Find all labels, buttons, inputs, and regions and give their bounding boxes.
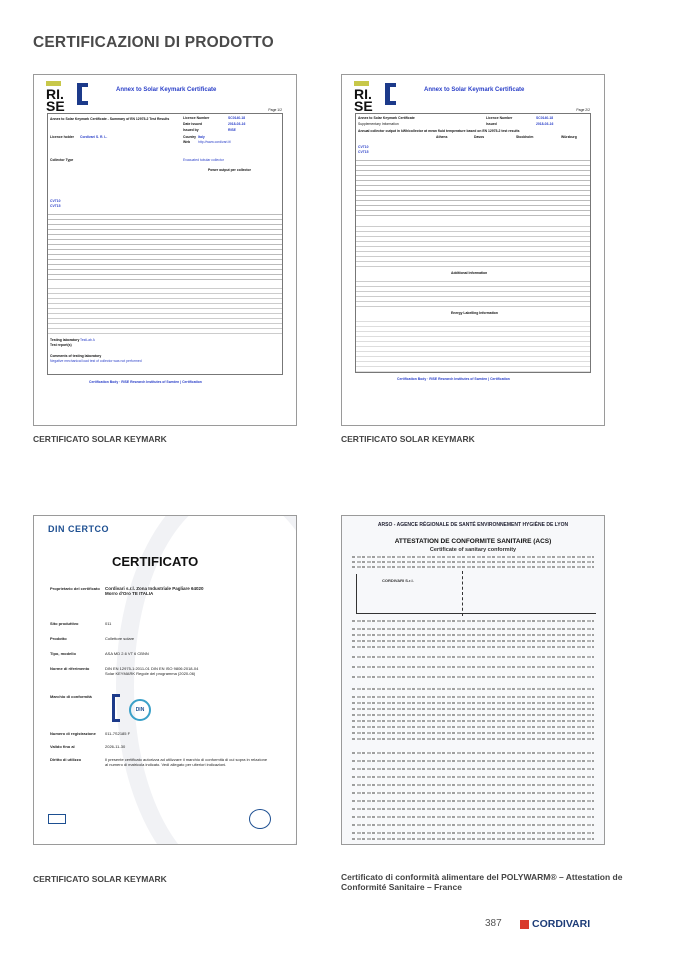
field-value: 011 [105,621,112,626]
page-title: CERTIFICAZIONI DI PRODOTTO [33,34,274,51]
location: Davos [474,135,485,139]
additional-info-label: Additional Information [451,271,488,275]
collector-name: CVT15 [50,204,61,208]
web-label: Web [183,140,191,144]
collector-name: CVT15 [358,150,369,154]
collector-type-label: Collector Type [50,158,74,162]
field-label: Prodotto [50,636,67,641]
text-line [352,702,594,704]
web: http://www.cordivari.it/ [198,140,231,144]
field-label: Proprietario del certificato [50,586,100,591]
comments-label: Comments of testing laboratory [50,354,102,358]
text-line [352,752,594,754]
certificate-heading: Annex to Solar Keymark Certificate [116,87,217,93]
text-line [352,634,594,636]
text-line [352,808,594,810]
text-line [352,696,594,698]
text-line [352,776,594,778]
field-value: Cordivari s.r.l. Zona Industriale Pagliare 64020 Morro d'Oro TE ITALIA [105,586,204,596]
text-line [352,620,594,622]
holder: CORDIVARI S.r.l. [382,578,414,583]
solar-keymark-certificate-page-2 [341,74,605,426]
location: Athens [436,135,448,139]
solar-keymark-certificate-page-1 [33,74,297,426]
certificate-heading: CERTIFICATO [112,554,199,569]
text-line [352,784,594,786]
licence-label: Licence Number [486,116,513,120]
text-line [352,640,594,642]
text-line [352,838,594,840]
country: Italy [198,135,205,139]
licence-number: SC0140-18 [228,116,246,120]
agency-title: ARSO - AGENCE RÉGIONALE DE SANTÉ ENVIRONNEMENT HYGIÈNE DE LYON [377,522,569,528]
page-label: Page 2/2 [576,108,590,112]
holder-label: Licence holder [50,135,74,139]
keymark-icon [77,83,88,105]
cordivari-logo [520,918,590,930]
text-line [352,566,594,568]
location: Stockholm [516,135,534,139]
certificate-heading: ATTESTATION DE CONFORMITE SANITAIRE (ACS) [394,538,552,545]
energy-labelling-label: Energy Labelling Information [451,311,498,315]
text-line [352,832,594,834]
rise-logo: RI. SE [46,81,65,112]
date-issued: 2018-03-16 [228,122,246,126]
issued-by: RISE [228,128,236,132]
text-line [352,676,594,678]
keymark-icon [385,83,396,105]
text-line [352,556,594,558]
power-output-label: Power output per collector [208,168,251,172]
cordivari-logo-icon [520,920,529,929]
text-line [352,561,594,563]
text-line [352,760,594,762]
acs-certificate [341,515,605,845]
text-line [352,714,594,716]
country-label: Country [183,135,196,139]
field-label: Numero di registrazione [50,731,96,736]
text-line [352,708,594,710]
text-line [352,738,594,740]
text-line [352,688,594,690]
issued-date: 2018-03-16 [536,122,554,126]
certificate-subheading: Certificate of sanitary conformity [429,547,517,553]
text-line [352,726,594,728]
collector-name: CVT10 [50,199,61,203]
text-line [352,768,594,770]
licence-number: SC0140-18 [536,116,554,120]
caption: Certificato di conformità alimentare del POLYWARM® – Attestation de Conformité Sanitaire – France [341,872,623,892]
collector-name: CVT10 [358,145,369,149]
text-line [352,732,594,734]
annual-output-label: Annual collector output in kWh/collector at mean fluid temperature based on EN 12975-2 test results [358,129,520,133]
supplementary-title: Supplementary Information [358,122,399,126]
comment: Negative mechanical load test of collector was not performed [50,359,142,363]
field-label: Marchio di conformità [50,694,92,699]
text-line [352,824,594,826]
dincertco-certificate [33,515,297,845]
caption: CERTIFICATO SOLAR KEYMARK [341,434,475,444]
certification-footer: Certification Body · RISE Research Institutes of Sweden | Certification [397,377,510,381]
collector-type: Evacuated tubular collector [183,158,224,162]
issued-label: Issued by [183,128,199,132]
summary-title: Annex to Solar Keymark Certificate - Summary of EN 12975-2 Test Results [50,117,170,121]
brand-name: CORDIVARI [532,918,591,930]
testing-lab-label: Testing laboratory [50,338,80,342]
report-label: Test report(s) [50,343,72,347]
location: Würzburg [561,135,577,139]
field-label: Diritto di utilizzo [50,757,82,762]
field-value: 011-7S2185 F [105,731,131,736]
annex-title: Annex to Solar Keymark Certificate [358,116,415,120]
field-label: Sito produttivo [50,621,79,626]
field-label: Norme di riferimento [50,666,90,671]
page-label: Page 1/2 [268,108,282,112]
caption: CERTIFICATO SOLAR KEYMARK [33,434,167,444]
certification-footer: Certification Body · RISE Research Institutes of Sweden | Certification [89,380,202,384]
keymark-icon [112,694,120,722]
certificate-heading: Annex to Solar Keymark Certificate [424,87,525,93]
field-value: 2026-11-30 [105,744,126,749]
text-line [352,792,594,794]
text-line [352,800,594,802]
testing-lab: TestLab A [80,338,95,342]
licence-holder: Cordivari S. R. L. [80,135,108,139]
text-line [352,816,594,818]
field-value: ASA MD 2.6 VT 6 CBNN [105,651,149,656]
text-line [352,656,594,658]
text-line [352,628,594,630]
text-line [352,720,594,722]
licence-label: Licence Number [183,116,210,120]
field-value: DIN EN 12975-1:2011-01 DIN EN ISO 9806:2018-04 Solar KEYMARK Regole del programma (2020-06) [105,666,199,676]
field-value: Il presente certificato autorizza ad utilizzare il marchio di conformità di cui sopra in relazione al numero di matricola indicato. Vedi allegato per ulteriori indicazioni. [105,757,268,767]
issued-label: Issued [486,122,497,126]
dakks-logo [48,814,66,824]
caption: CERTIFICATO SOLAR KEYMARK [33,874,167,884]
text-line [352,646,594,648]
din-mark-icon: DIN [129,699,151,721]
text-line [352,666,594,668]
din-seal-icon [249,809,271,829]
field-label: Valido fino al [50,744,75,749]
field-value: Collettore solare [105,636,135,641]
rise-logo: RI. SE [354,81,373,112]
page-number: 387 [485,918,502,929]
field-label: Tipo, modello [50,651,76,656]
date-label: Date issued [183,122,203,126]
dincertco-logo: DIN CERTCO [48,524,109,534]
